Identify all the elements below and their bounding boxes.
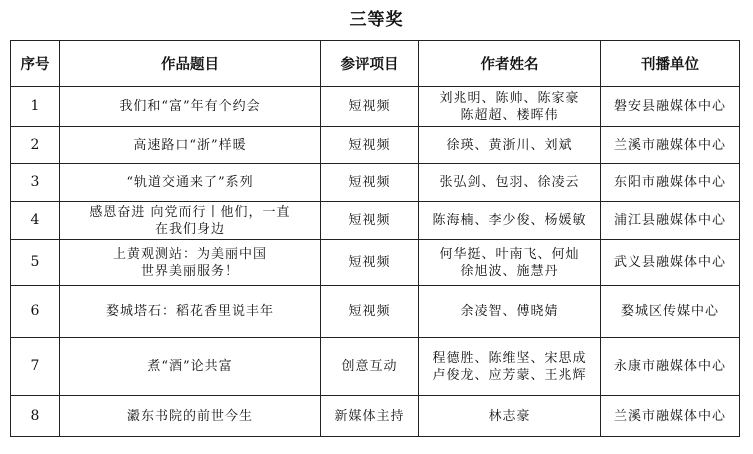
work-title-line: 感恩奋进 向党而行丨他们，一直 (89, 204, 291, 220)
table-row (11, 127, 740, 164)
cell-category: 短视频 (321, 87, 419, 127)
cell-index: 5 (11, 240, 60, 286)
table-header-row (11, 41, 740, 87)
header-authors: 作者姓名 (419, 41, 601, 87)
cell-index: 6 (11, 286, 60, 338)
work-title-line: 在我们身边 (154, 221, 225, 237)
cell-work-title (60, 202, 321, 240)
authors-line: 程德胜、陈维坚、宋思成 (432, 350, 587, 366)
table-row (11, 286, 740, 338)
cell-index: 2 (11, 127, 60, 164)
cell-authors (419, 240, 601, 286)
work-title-line: “轨道交通来了”系列 (126, 175, 254, 190)
cell-publisher: 浦江县融媒体中心 (601, 202, 740, 240)
header-work-title: 作品题目 (60, 41, 321, 87)
cell-work-title (60, 286, 321, 338)
authors-line: 卢俊龙、应芳蒙、王兆辉 (432, 367, 587, 383)
cell-work-title (60, 396, 321, 437)
cell-category: 短视频 (321, 286, 419, 338)
cell-authors (419, 396, 601, 437)
cell-publisher: 婺城区传媒中心 (601, 286, 740, 338)
authors-line: 陈海楠、李少俊、杨媛敏 (432, 213, 587, 228)
table-row (11, 87, 740, 127)
work-title-line: 煮“酒”论共富 (147, 359, 233, 374)
cell-category: 创意互动 (321, 338, 419, 396)
authors-line: 张弘剑、包羽、徐凌云 (439, 175, 580, 190)
header-index: 序号 (11, 41, 60, 87)
cell-publisher: 武义县融媒体中心 (601, 240, 740, 286)
document-title: 三等奖 (349, 10, 404, 30)
header-category: 参评项目 (321, 41, 419, 87)
authors-line: 何华挺、叶南飞、何灿 (439, 246, 580, 262)
authors-line: 徐旭波、施慧丹 (460, 263, 559, 279)
cell-publisher: 兰溪市融媒体中心 (601, 127, 740, 164)
cell-publisher: 磐安县融媒体中心 (601, 87, 740, 127)
cell-work-title (60, 164, 321, 202)
table-row (11, 202, 740, 240)
cell-index: 7 (11, 338, 60, 396)
cell-index: 8 (11, 396, 60, 437)
work-title-line: 我们和“富”年有个约会 (119, 99, 261, 114)
authors-line: 余凌智、傅晓婧 (460, 304, 559, 319)
authors-line: 林志豪 (488, 408, 531, 424)
authors-line: 刘兆明、陈帅、陈家豪 (439, 90, 580, 106)
cell-authors (419, 286, 601, 338)
authors-line: 徐瑛、黄浙川、刘斌 (446, 137, 573, 153)
work-title-line: 瀫东书院的前世今生 (126, 408, 253, 424)
table-row (11, 396, 740, 437)
table-row (11, 240, 740, 286)
cell-work-title (60, 87, 321, 127)
work-title-line: 婺城塔石：稻花香里说丰年 (105, 304, 274, 319)
awards-table (10, 40, 740, 437)
work-title-line: 高速路口“浙”样暖 (133, 137, 247, 153)
work-title-line: 上黄观测站：为美丽中国 (112, 246, 267, 262)
cell-work-title (60, 338, 321, 396)
cell-authors (419, 87, 601, 127)
cell-category: 短视频 (321, 127, 419, 164)
cell-category: 新媒体主持 (321, 396, 419, 437)
cell-authors (419, 164, 601, 202)
cell-category: 短视频 (321, 240, 419, 286)
cell-index: 3 (11, 164, 60, 202)
cell-index: 4 (11, 202, 60, 240)
authors-line: 陈超超、楼晖伟 (460, 107, 559, 123)
cell-category: 短视频 (321, 164, 419, 202)
cell-publisher: 东阳市融媒体中心 (601, 164, 740, 202)
cell-authors (419, 127, 601, 164)
cell-publisher: 兰溪市融媒体中心 (601, 396, 740, 437)
cell-authors (419, 338, 601, 396)
cell-publisher: 永康市融媒体中心 (601, 338, 740, 396)
work-title-line: 世界美丽服务！ (140, 263, 239, 279)
cell-index: 1 (11, 87, 60, 127)
table-row (11, 338, 740, 396)
cell-category: 短视频 (321, 202, 419, 240)
cell-work-title (60, 240, 321, 286)
cell-authors (419, 202, 601, 240)
table-row (11, 164, 740, 202)
cell-work-title (60, 127, 321, 164)
header-publisher: 刊播单位 (601, 41, 740, 87)
